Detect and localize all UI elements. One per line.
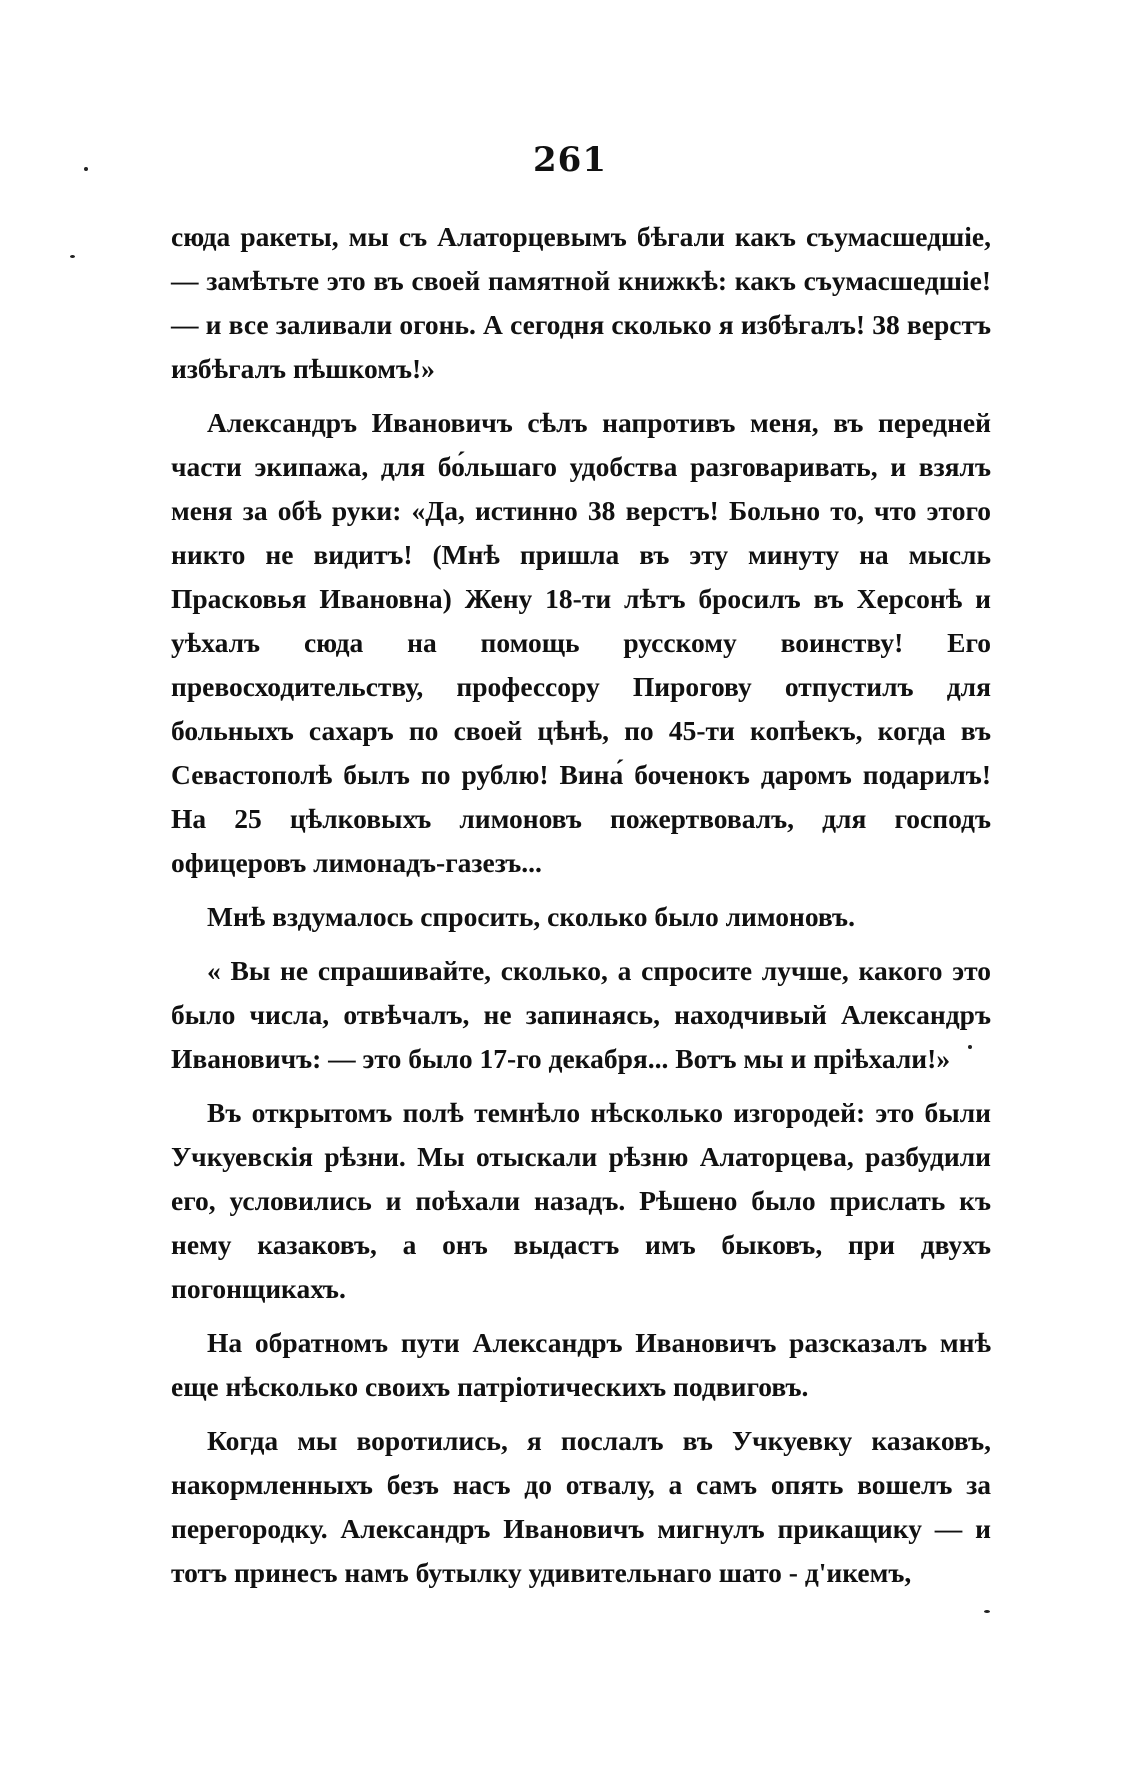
paragraph-6: На обратномъ пути Александръ Ивановичъ разсказалъ мнѣ еще нѣсколько своихъ патріотическихъ подвиговъ. bbox=[171, 1327, 991, 1402]
paragraph-5: Въ открытомъ полѣ темнѣло нѣсколько изгородей: это были Учкуевскія рѣзни. Мы отыскали рѣзню Алаторцева, разбудили его, условились и поѣхали назадъ. Рѣшено было прислать къ нему казаковъ, а онъ выдастъ имъ быковъ, при двухъ погонщикахъ. bbox=[171, 1097, 991, 1304]
paragraph-4: « Вы не спрашивайте, сколько, а спросите лучше, какого это было числа, отвѣчалъ, не запинаясь, находчивый Александръ Ивановичъ: — это было 17-го декабря... Вотъ мы и пріѣхали!» bbox=[171, 955, 991, 1074]
paragraph-2: Александръ Ивановичъ сѣлъ напротивъ меня, въ передней части экипажа, для бо́льшаго удобства разговаривать, и взялъ меня за обѣ руки: «Да, истинно 38 верстъ! Больно то, что этого никто не видитъ! (Мнѣ пришла въ эту минуту на мысль Прасковья Ивановна) Жену 18-ти лѣтъ бросилъ въ Херсонѣ и уѣхалъ сюда на помощь русскому воинству! Его превосходительству, профессору Пирогову отпустилъ для больныхъ сахаръ по своей цѣнѣ, по 45-ти копѣекъ, когда въ Севастополѣ былъ по рублю! Вина́ боченокъ даромъ подарилъ! На 25 цѣлковыхъ лимоновъ пожертвовалъ, для господъ офицеровъ лимонадъ-газезъ... bbox=[171, 407, 991, 878]
scan-speck bbox=[984, 1610, 990, 1613]
paragraph-3: Мнѣ вздумалось спросить, сколько было лимоновъ. bbox=[207, 901, 855, 932]
scan-speck bbox=[968, 1045, 972, 1049]
scan-speck bbox=[84, 167, 88, 171]
paragraph-1: сюда ракеты, мы съ Алаторцевымъ бѣгали какъ съумасшедшіе, — замѣтьте это въ своей памятной книжкѣ: какъ съумасшедшіе! — и все заливали огонь. А сегодня сколько я избѣгалъ! 38 верстъ избѣгалъ пѣшкомъ!» bbox=[171, 221, 991, 384]
body-text bbox=[171, 215, 991, 1595]
scan-speck bbox=[70, 255, 75, 258]
paragraph-7: Когда мы воротились, я послалъ въ Учкуевку казаковъ, накормленныхъ безъ насъ до отвалу, а самъ опять вошелъ за перегородку. Александръ Ивановичъ мигнулъ прикащику — и тотъ принесъ намъ бутылку удивительнаго шато - д'икемъ, bbox=[171, 1425, 991, 1588]
page-number: 261 bbox=[533, 140, 607, 180]
